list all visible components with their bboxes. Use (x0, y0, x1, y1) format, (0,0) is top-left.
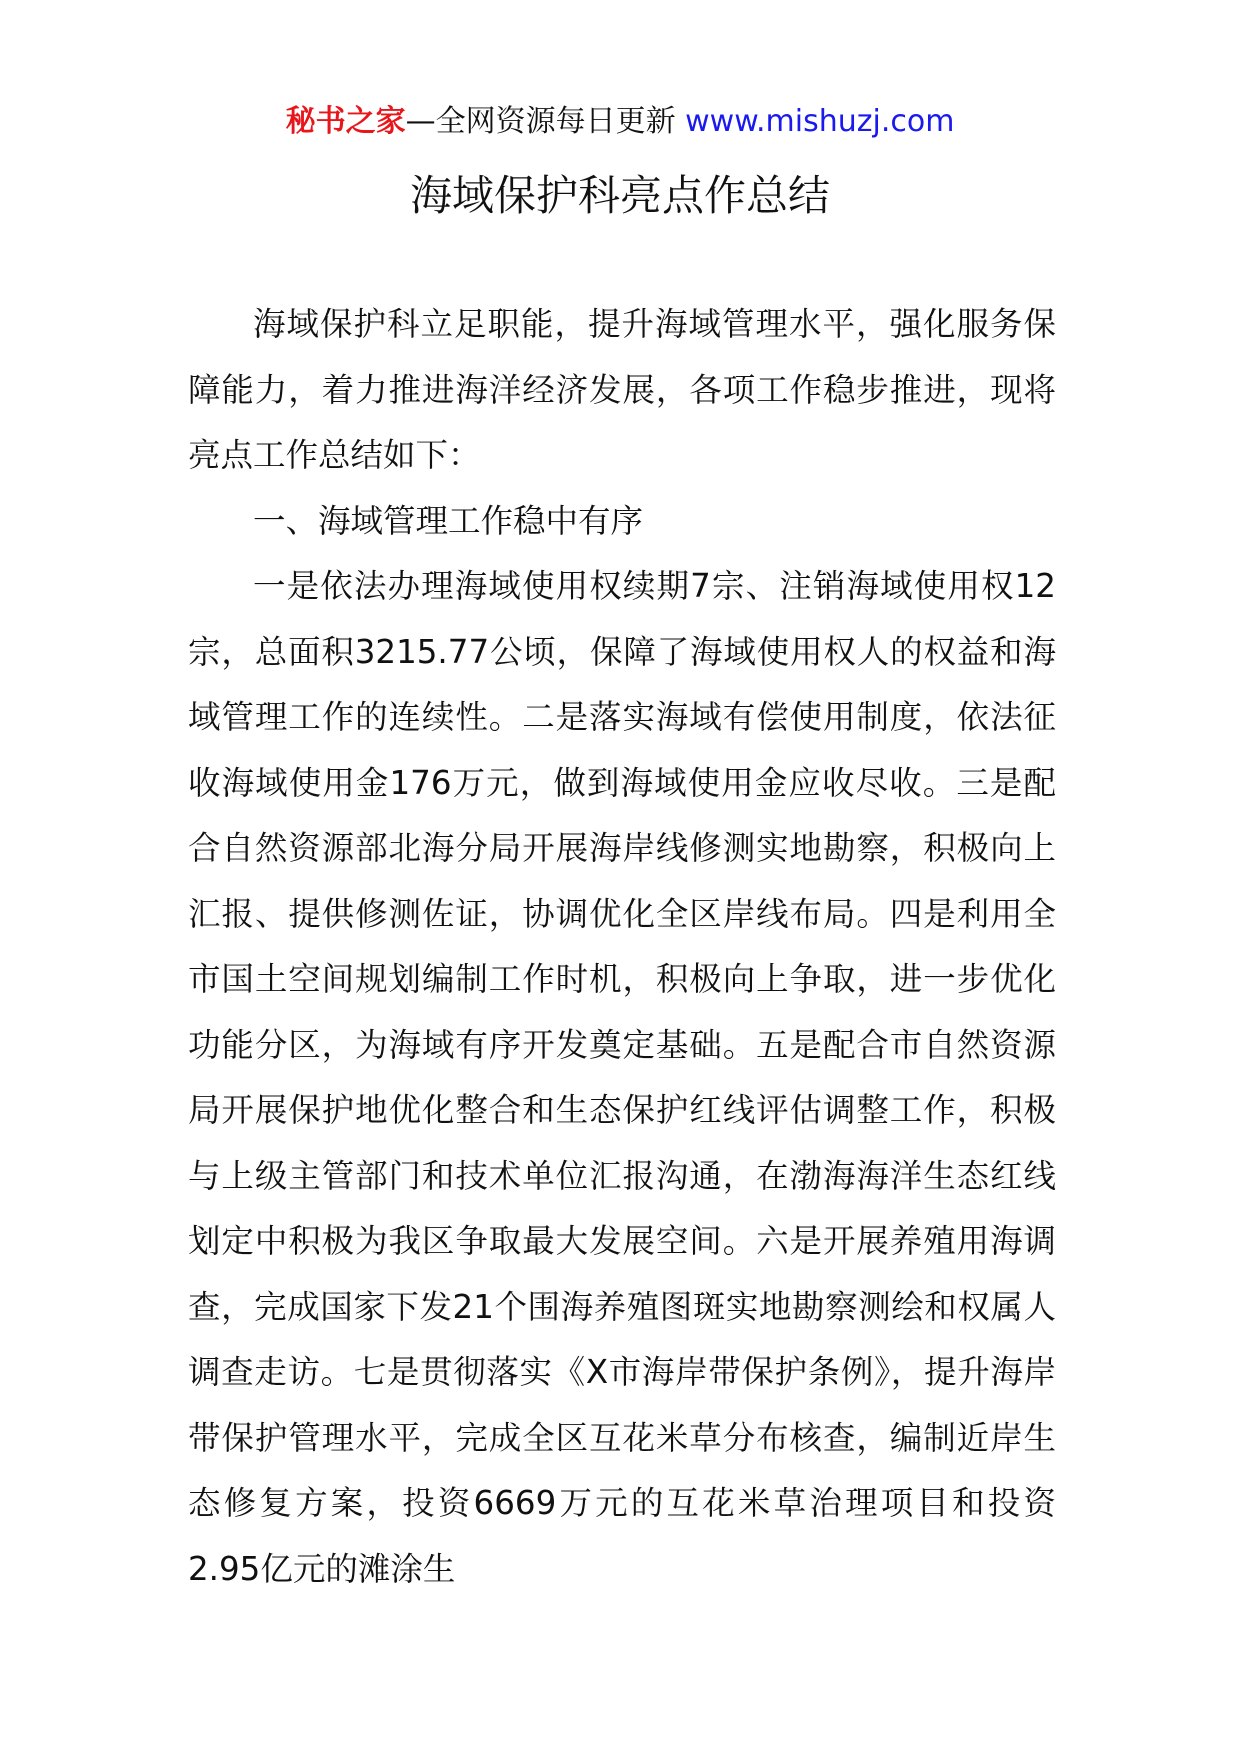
section-heading: 一、海域管理工作稳中有序 (253, 501, 644, 540)
body-paragraph: 一是依法办理海域使用权续期7宗、注销海域使用权12宗，总面积3215.77公顷，保障了海域使用权人的权益和海域管理工作的连续性。二是落实海域有偿使用制度，依法征收海域使用金176万元，做到海域使用金应收尽收。三是配合自然资源部北海分局开展海岸线修测实地勘察，积极向上汇报、提供修测佐证，协调优化全区岸线布局。四是利用全市国土空间规划编制工作时机，积极向上争取，进一步优化功能分区，为海域有序开发奠定基础。五是配合市自然资源局开展保护地优化整合和生态保护红线评估调整工作，积极与上级主管部门和技术单位汇报沟通，在渤海海洋生态红线划定中积极为我区争取最大发展空间。六是开展养殖用海调查，完成国家下发21个围海养殖图斑实地勘察测绘和权属人调查走访。七是贯彻落实《X市海岸带保护条例》，提升海岸带保护管理水平，完成全区互花米草分布核查，编制近岸生态修复方案，投资6669万元的互花米草治理项目和投资2.95亿元的滩涂生 (188, 567, 1056, 1588)
site-header (0, 100, 1240, 144)
document-body (188, 292, 1056, 1602)
intro-paragraph: 海域保护科立足职能，提升海域管理水平，强化服务保障能力，着力推进海洋经济发展，各项工作稳步推进，现将亮点工作总结如下： (188, 305, 1056, 474)
site-name: 秘书之家 (285, 104, 406, 139)
document-title: 海域保护科亮点作总结 (409, 171, 830, 220)
site-slogan: —全网资源每日更新 (405, 104, 676, 139)
site-url-link[interactable]: www.mishuzj.com (685, 104, 955, 139)
